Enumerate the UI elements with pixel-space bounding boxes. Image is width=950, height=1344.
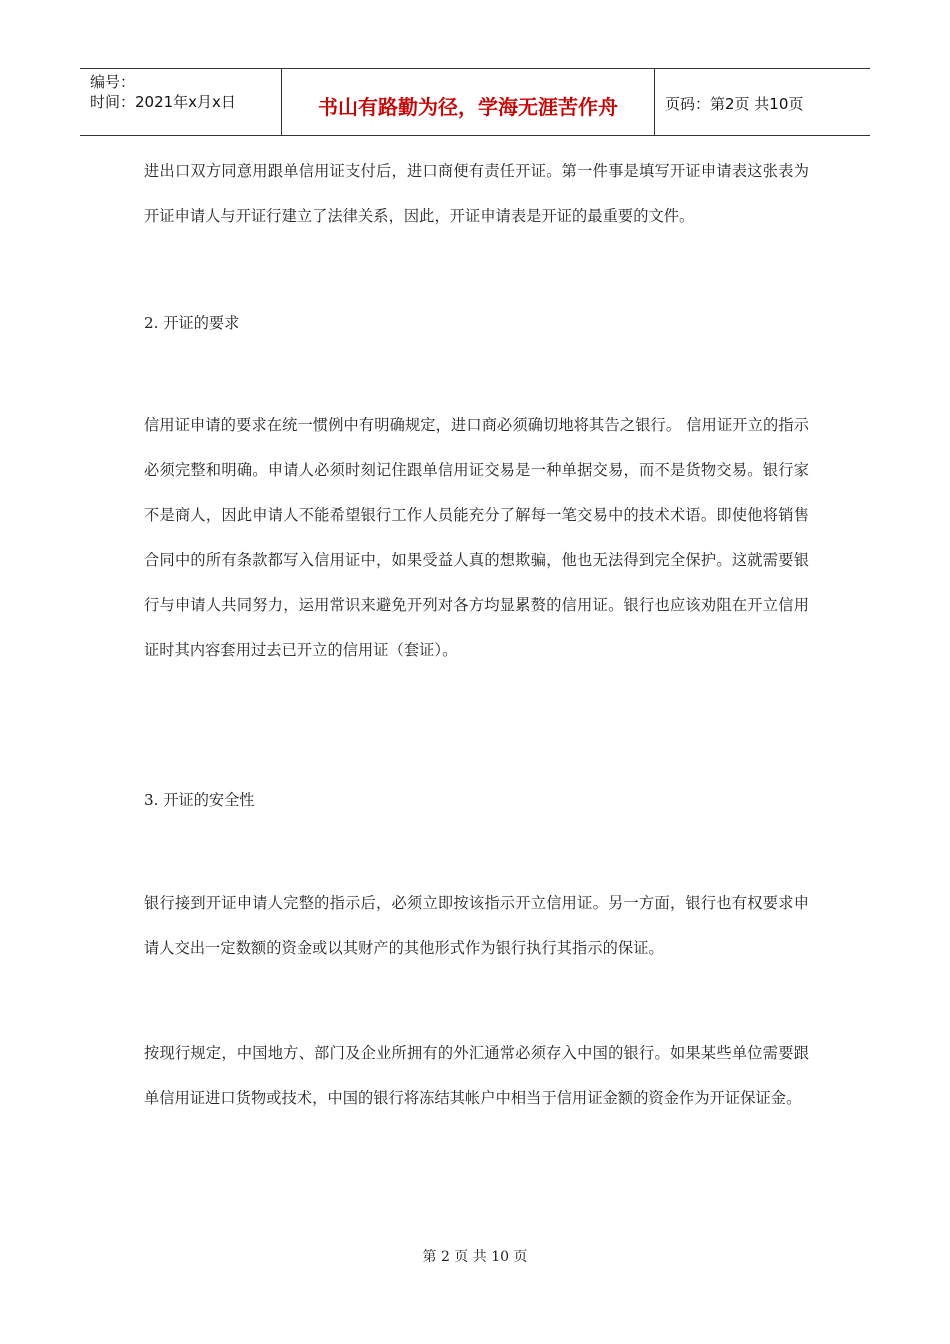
document-date: 时间：2021年x月x日	[90, 93, 236, 111]
page-header	[80, 68, 870, 136]
paragraph-4: 按现行规定，中国地方、部门及企业所拥有的外汇通常必须存入中国的银行。如果某些单位需要跟单信用证进口货物或技术，中国的银行将冻结其帐户中相当于信用证金额的资金作为开证保证金。	[144, 1044, 809, 1107]
paragraph-4-block	[144, 1031, 809, 1121]
header-right-cell	[655, 69, 870, 135]
header-motto: 书山有路勤为径，学海无涯苦作舟	[318, 95, 618, 119]
paragraph-1-block	[144, 149, 809, 239]
paragraph-2: 信用证申请的要求在统一惯例中有明确规定，进口商必须确切地将其告之银行。 信用证开立的指示必须完整和明确。申请人必须时刻记住跟单信用证交易是一种单据交易，而不是货物交易。银行家不是商人，因此申请人不能希望银行工作人员能充分了解每一笔交易中的技术术语。即使他将销售合同中的所有条款都写入信用证中，如果受益人真的想欺骗，他也无法得到完全保护。这就需要银行与申请人共同努力，运用常识来避免开列对各方均显累赘的信用证。银行也应该劝阻在开立信用证时其内容套用过去已开立的信用证（套证）。	[144, 416, 809, 659]
header-page-info: 页码：第2页 共10页	[665, 95, 804, 113]
paragraph-2-block	[144, 403, 809, 673]
section-heading-2: 2. 开证的要求	[144, 314, 240, 332]
document-code-label: 编号：	[90, 73, 136, 91]
header-left-cell	[80, 69, 282, 135]
paragraph-1: 进出口双方同意用跟单信用证支付后，进口商便有责任开证。第一件事是填写开证申请表这张表为开证申请人与开证行建立了法律关系，因此，开证申请表是开证的最重要的文件。	[144, 162, 809, 225]
page-footer: 第 2 页 共 10 页	[422, 1249, 528, 1265]
paragraph-3: 银行接到开证申请人完整的指示后，必须立即按该指示开立信用证。另一方面，银行也有权要求申请人交出一定数额的资金或以其财产的其他形式作为银行执行其指示的保证。	[144, 894, 809, 957]
header-middle-cell	[282, 69, 655, 135]
section-heading-3: 3. 开证的安全性	[144, 791, 255, 809]
paragraph-3-block	[144, 881, 809, 971]
